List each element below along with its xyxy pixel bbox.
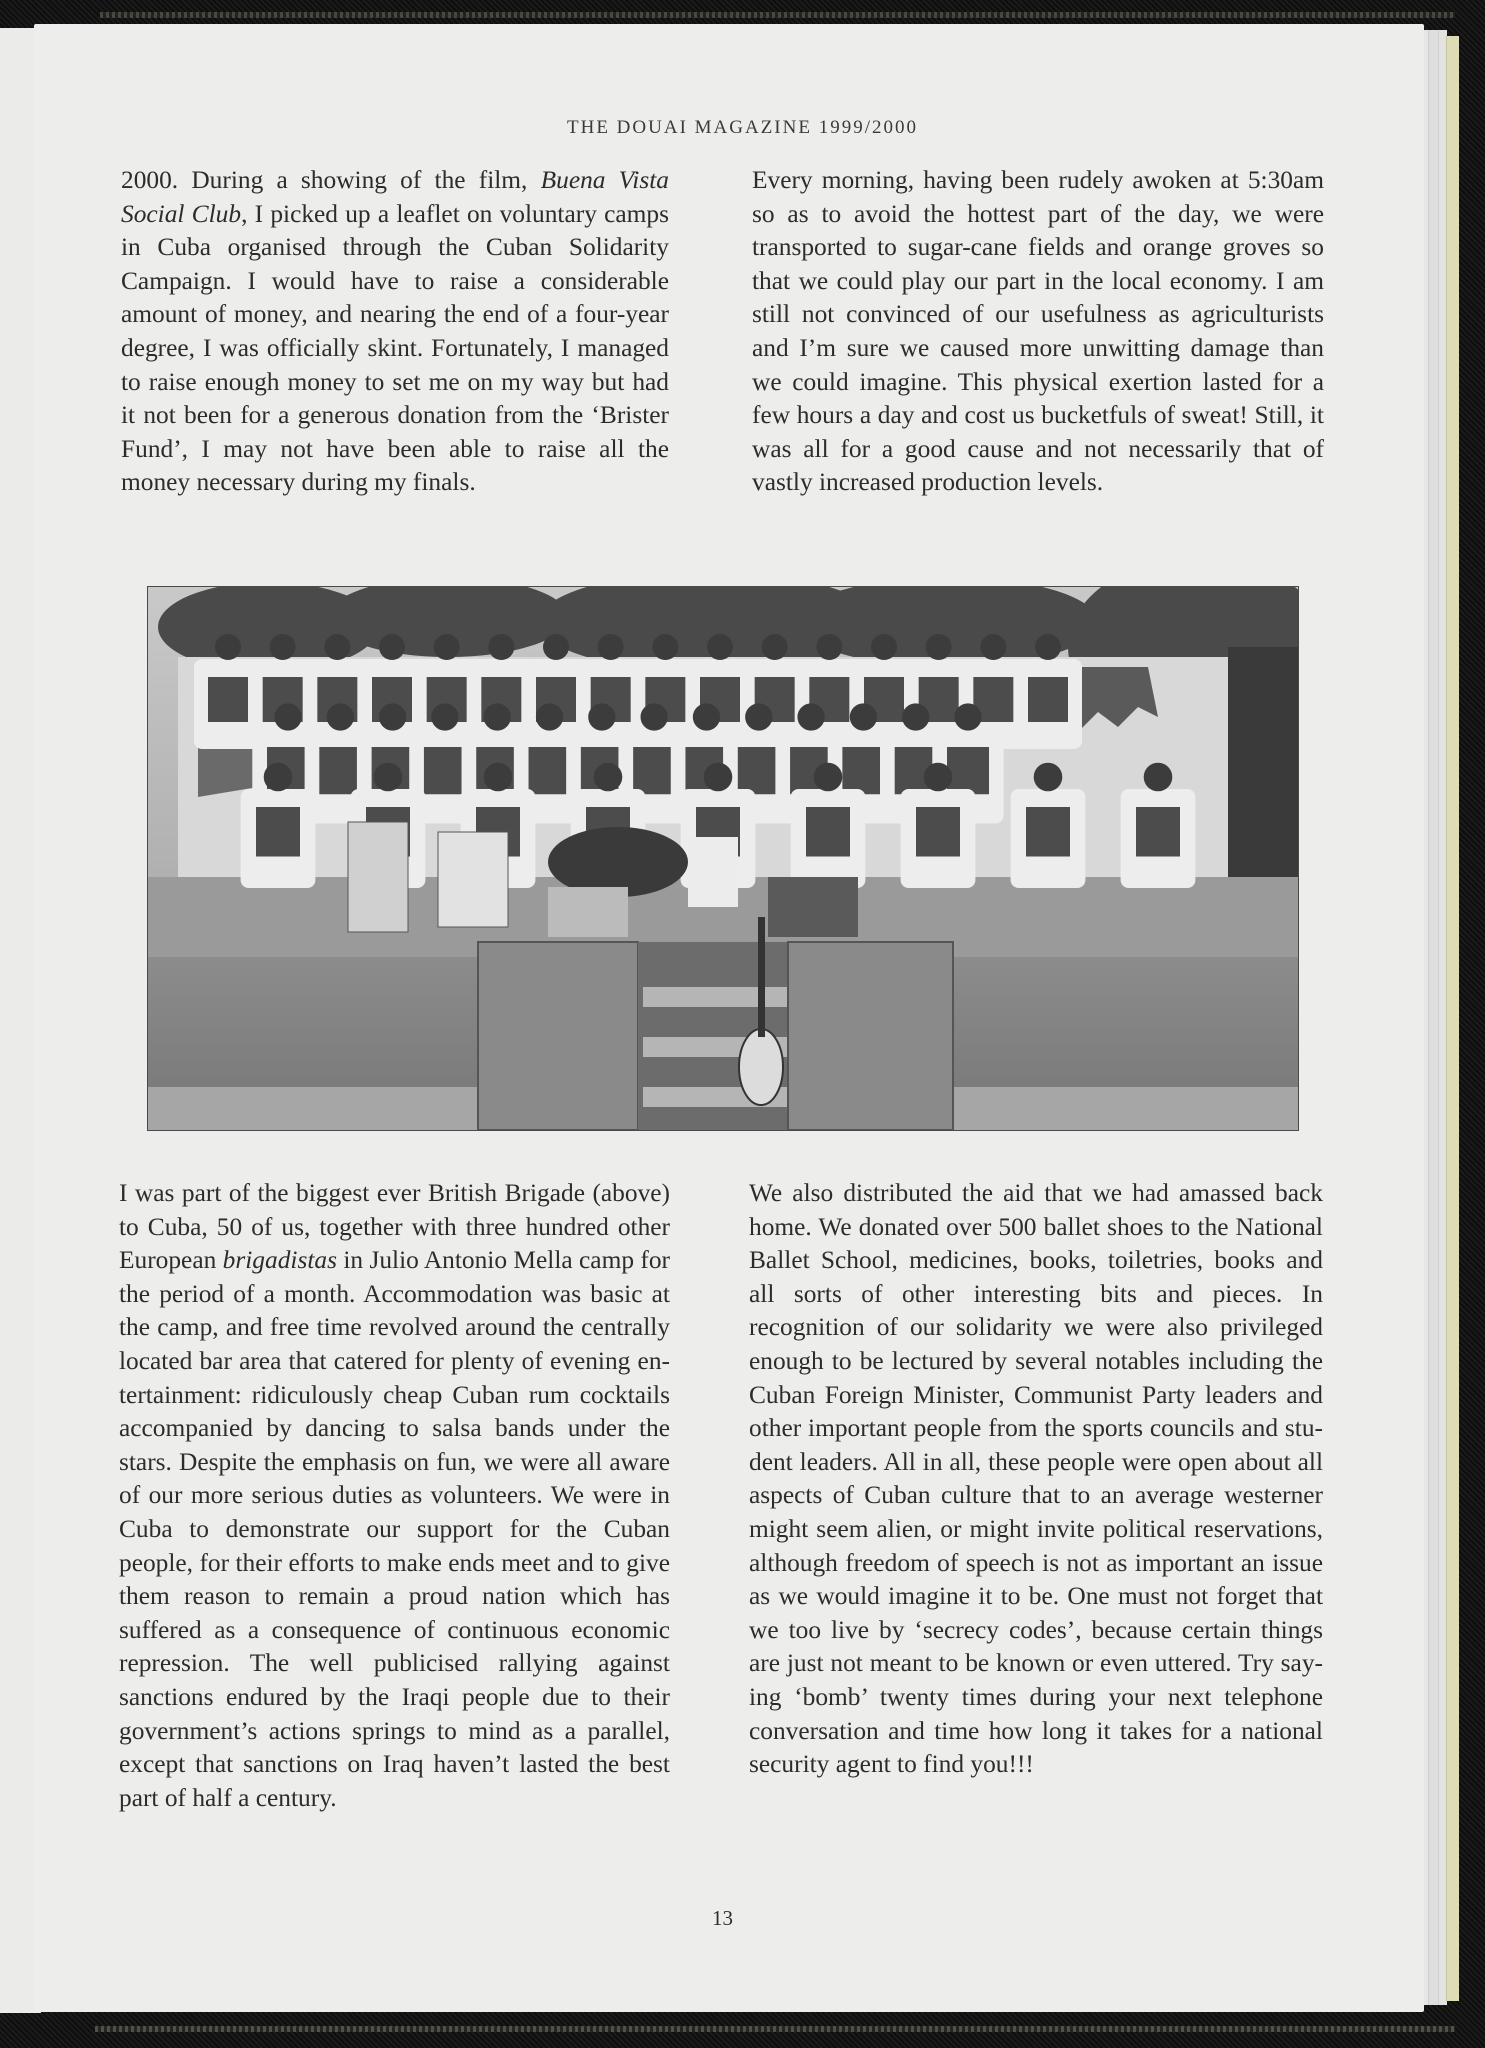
text-run: in Julio Antonio Mella camp for the period of a month. Accommodation was basic at the camp, and free time revolved around the centrally located bar area that catered for plenty of evening entertainment: ridiculously cheap Cuban rum cocktails accompanied by dancing to salsa bands under the stars. Despite the emphasis on fun, we were all aware of our more serious duties as volunteers. We were in Cuba to demonstrate our support for the Cuban people, for their efforts to make ends meet and to give them reason to remain a proud nation which has suffered as a consequence of continuous economic repression. The well publicised rallying against sanctions endured by the Iraqi people due to their government’s actions springs to mind as a parallel, except that sanctions on Iraq haven’t lasted the best part of half a century.: [119, 1246, 670, 1812]
italic-text-run: Buena Vista Social Club: [121, 166, 669, 228]
running-head: THE DOUAI MAGAZINE 1999/2000: [567, 117, 918, 138]
cover-edge: [1446, 36, 1459, 2001]
steps: [478, 942, 953, 1130]
text-run: I was part of the biggest ever British Brigade (above) to Cuba, 50 of us, together with three hundred other European: [119, 1179, 670, 1275]
article-column-bottom-left: [119, 1177, 670, 1815]
text-run: 2000. During a showing of the film,: [121, 166, 541, 194]
text-run: , I picked up a leaflet on voluntary camps in Cuba organised through the Cuban Solidarity Campaign. I would have to raise a considerable amount of money, and nearing the end of a four-year degree, I was officially skint. Fortunately, I managed to raise enough money to set me on my way but had it not been for a generous donation from the ‘Brister Fund’, I may not have been able to raise all the money necessary during my finals.: [121, 199, 669, 497]
article-column-top-right: [752, 164, 1324, 500]
paragraph: [119, 1177, 670, 1815]
text-run: Every morning, having been rudely awoken at 5:30am so as to avoid the hottest part of the day, we were transported to sugar-cane fields and orange groves so that we could play our part in the local economy. I am still not convinced of our usefulness as agriculturists and I’m sure we caused more unwitting damage than we could imagine. This physical exertion lasted for a few hours a day and cost us bucketfuls of sweat! Still, it was all for a good cause and not necessarily that of vastly increased production levels.: [752, 166, 1324, 497]
text-run: We also distributed the aid that we had amassed back home. We donated over 500 ballet shoes to the National Ballet School, medicines, books, toiletries, books and all sorts of other interesting bits and pieces. In recognition of our solidarity we were also privileged enough to be lectured by several notables including the Cuban Foreign Minister, Communist Party leaders and other important people from the sports councils and student leaders. All in all, these people were open about all aspects of Cuban culture that to an average westerner might seem alien, or might invite political reservations, although freedom of speech is not as important an issue as we would imagine it to be. One must not forget that we too live by ‘secrecy codes’, because certain things are just not meant to be known or even uttered. Try saying ‘bomb’ twenty times during your next telephone conversation and time how long it takes for a national security agent to find you!!!: [749, 1179, 1323, 1779]
group-photo: [147, 586, 1299, 1131]
scanner-edge-top: [100, 12, 1455, 18]
scanner-edge-bottom: [95, 2026, 1455, 2032]
article-column-top-left: [121, 164, 669, 500]
paragraph: [752, 164, 1324, 500]
paragraph: [749, 1177, 1323, 1782]
paragraph: [121, 164, 669, 500]
group-photo-image: [148, 587, 1298, 1130]
page-number: 13: [712, 1906, 733, 1930]
article-column-bottom-right: [749, 1177, 1323, 1782]
italic-text-run: brigadistas: [222, 1246, 337, 1275]
